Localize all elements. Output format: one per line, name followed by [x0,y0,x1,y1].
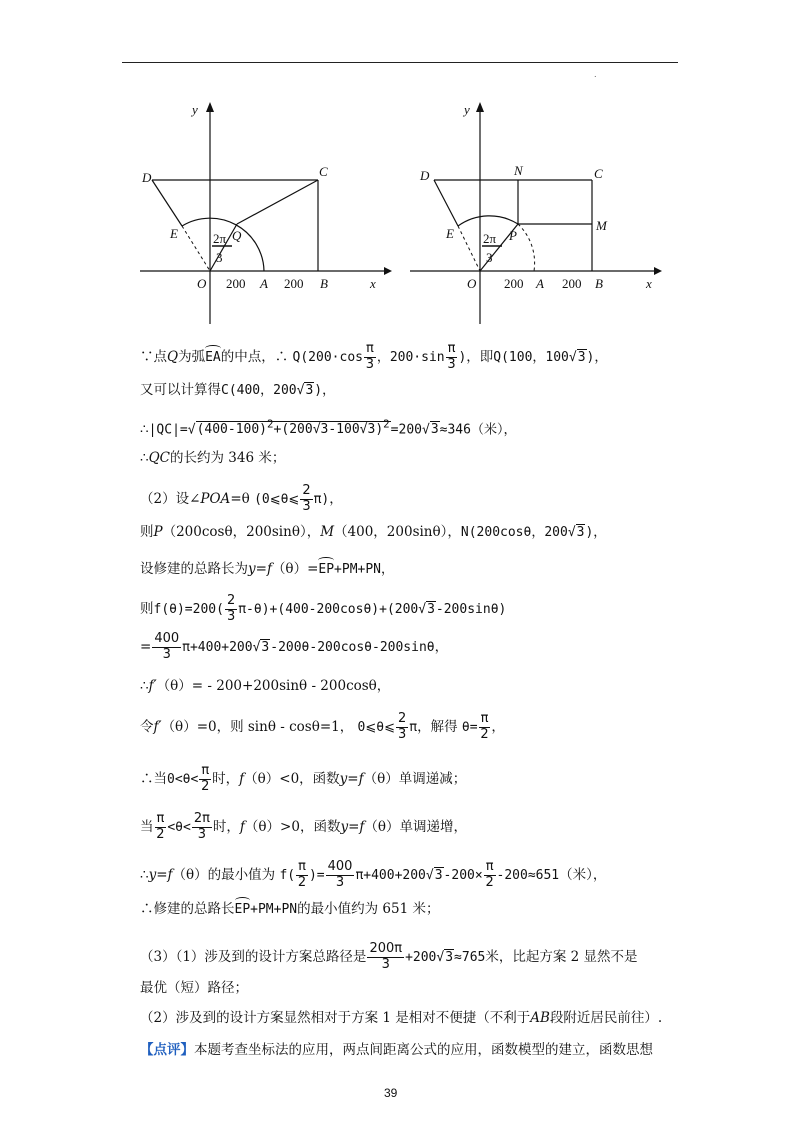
angle-den: 3 [216,250,223,265]
solution-line-2: 又可以计算得C(400，200√3)， [140,382,336,398]
figure-left [120,92,400,332]
solution-line-4: ∴QC的长约为 346 米； [140,450,286,466]
label-seg2: 200 [284,276,304,291]
y-axis-arrow [476,102,484,112]
label-M: M [596,218,607,233]
solution-line-1: ∵点Q为弧EA的中点，∴ Q(200·cos $\frac{\pi}{3}$ ，200·sin $\frac{\pi}{3}$ )，即Q(100，100√3)， [140,341,608,372]
label-P: P [509,228,517,243]
label-x: x [370,276,376,291]
comment-line: 【点评】本题考查坐标法的应用，两点间距离公式的应用，函数模型的建立，函数思想 [140,1042,653,1058]
label-O: O [197,276,207,291]
page-number: 39 [384,1086,398,1100]
label-seg1: 200 [226,276,246,291]
label-B: B [595,276,603,291]
solution-line-16: （3）（1）涉及到的设计方案总路径是 $\frac{200\pi}{3}$ +200√3≈765米，比起方案 2 显然不是 [140,941,638,972]
label-B: B [320,276,328,291]
line-EO-dashed [182,226,210,271]
solution-line-17: 最优（短）路径； [140,980,248,996]
label-Q: Q [232,228,242,243]
label-seg1: 200 [504,276,524,291]
label-D: D [142,170,152,185]
solution-line-9: = $\frac{400}{3}$ π+400+200√3-200θ-200cosθ-200sinθ， [140,631,449,662]
solution-line-18: （2）涉及到的设计方案显然相对于方案 1 是相对不便捷（不利于AB段附近居民前往）. [140,1010,663,1026]
label-A: A [536,276,544,291]
solution-line-6: 则P（200cosθ，200sinθ），M（400，200sinθ），N(200cosθ，200√3)， [140,524,607,540]
header-rule [122,62,678,63]
solution-line-12: ∴当0<θ< $\frac{\pi}{2}$ 时，f（θ）<0，函数y=f（θ）单调递减； [140,763,467,794]
solution-line-15: ∴修建的总路长EP+PM+PN的最小值约为 651 米； [140,901,440,917]
label-D: D [420,168,430,183]
figure-right [390,92,670,332]
line-QC [237,180,318,224]
label-C: C [319,164,328,179]
solution-line-14: ∴y=f（θ）的最小值为 f( $\frac{\pi}{2}$ )= $\frac{400}{3}$ π+400+200√3-200× $\frac{\pi}{2}$ -200≈651（米）， [140,859,607,890]
label-E: E [446,226,454,241]
angle-num: 2π [213,231,227,246]
label-O: O [467,276,477,291]
angle-den: 3 [486,250,493,265]
solution-line-8: 则f(θ)=200( $\frac{2}{3}$ π-θ)+(400-200cosθ)+(200√3-200sinθ) [140,593,507,624]
label-C: C [594,166,603,181]
solution-line-13: 当 $\frac{\pi}{2}$ <θ< $\frac{2\pi}{3}$ 时，f（θ）>0，函数y=f（θ）单调递增， [140,811,468,842]
x-axis-arrow [654,267,662,275]
comment-tag: 【点评】 [140,1042,194,1058]
arc-EP [458,216,518,226]
label-A: A [260,276,268,291]
solution-line-5: （2）设∠POA=θ (0⩽θ⩽ $\frac{2}{3}$ π)， [140,483,343,514]
line-EO-dashed [458,226,480,271]
solution-line-7: 设修建的总路长为y=f（θ）=EP+PM+PN， [140,561,395,577]
header-dot: . [594,70,597,79]
angle-num: 2π [483,231,497,246]
line-DE [434,180,458,226]
solution-line-3: $\therefore|QC|=√(400-100)^2+(200√3-100√3)^2=200√3\approx 346$（米）， [140,418,517,438]
label-N: N [514,163,523,178]
solution-line-10: ∴f′（θ）= - 200+200sinθ - 200cosθ， [140,678,391,694]
label-E: E [170,226,178,241]
y-axis-arrow [206,102,214,112]
arc-PA-dashed [518,224,535,271]
solution-line-11: 令f′（θ）=0，则 sinθ - cosθ=1， 0⩽θ⩽ $\frac{2}{3}$ π，解得 θ= $\frac{\pi}{2}$ ， [140,711,505,742]
label-y: y [192,102,198,117]
line-DE [152,180,182,226]
label-x: x [646,276,652,291]
label-y: y [464,102,470,117]
label-seg2: 200 [562,276,582,291]
